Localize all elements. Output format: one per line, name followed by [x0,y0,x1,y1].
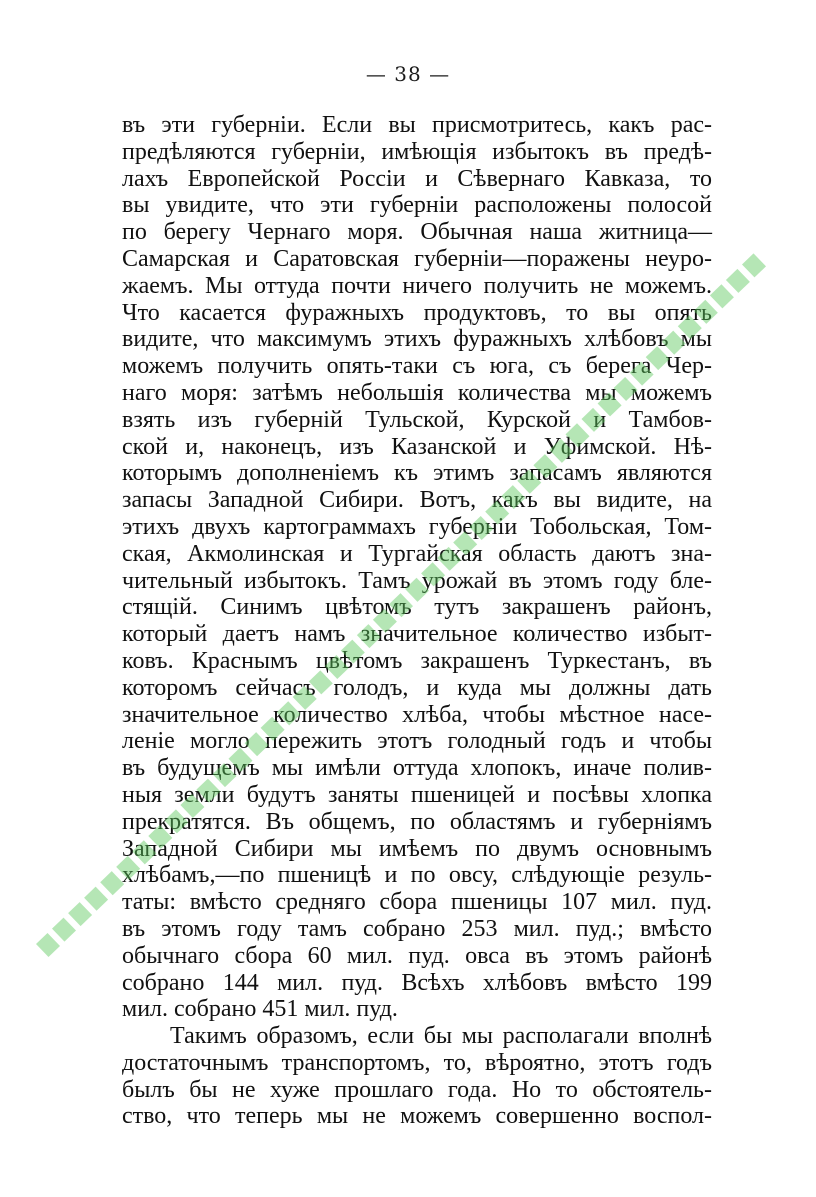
text-line: ство, что теперь мы не можемъ совершенно воспол- [122,1103,712,1130]
watermark-dash [52,918,76,942]
text-line: который даетъ намъ значительное количество избыт- [122,621,712,648]
text-line: этихъ двухъ картограммахъ губерніи Тобольская, Том- [122,513,712,540]
text-line: въ будущемъ мы имѣли оттуда хлопокъ, иначе полив- [122,755,712,782]
text-line: хлѣбамъ,—по пшеницѣ и по овсу, слѣдующіе резуль- [122,862,712,889]
text-line: въ этомъ году тамъ собрано 253 мил. пуд.; вмѣсто [122,915,712,942]
text-line: жаемъ. Мы оттуда почти ничего получить не можемъ. [122,272,712,299]
text-line: стящій. Синимъ цвѣтомъ тутъ закрашенъ районъ, [122,594,712,621]
text-line: ныя земли будутъ заняты пшеницей и посѣвы хлопка [122,781,712,808]
text-line: которомъ сейчасъ голодъ, и куда мы должны дать [122,674,712,701]
text-line: предѣляются губерніи, имѣющія избытокъ въ предѣ- [122,138,712,165]
text-line: Западной Сибири мы имѣемъ по двумъ основнымъ [122,835,712,862]
text-line: въ эти губерніи. Если вы присмотритесь, какъ рас- [122,112,712,138]
watermark-dash [100,871,124,895]
text-line: Что касается фуражныхъ продуктовъ, то вы опять [122,299,712,326]
text-line: значительное количество хлѣба, чтобы мѣстное насе- [122,701,712,728]
watermark-dash [68,902,92,926]
text-line: Такимъ образомъ, если бы мы располагали вполнѣ [170,1023,712,1050]
text-line: Самарская и Саратовская губерніи—поражены неуро- [122,245,712,272]
text-line: ская, Акмолинская и Тургайская область даютъ зна- [122,540,712,567]
text-line: обычнаго сбора 60 мил. пуд. овса въ этомъ районѣ [122,942,712,969]
text-line: наго моря: затѣмъ небольшія количества мы можемъ [122,379,712,406]
text-line: леніе могло пережить этотъ голодный годъ и чтобы [122,728,712,755]
text-line: чительный избытокъ. Тамъ урожай въ этомъ году бле- [122,567,712,594]
text-line: можемъ получить опять-таки съ юга, съ берега Чер- [122,353,712,380]
text-line: лахъ Европейской Россіи и Сѣвернаго Кавказа, то [122,165,712,192]
text-line: собрано 144 мил. пуд. Всѣхъ хлѣбовъ вмѣсто 199 [122,969,712,996]
text-line: видите, что максимумъ этихъ фуражныхъ хлѣбовъ мы [122,326,712,353]
text-line: которымъ дополненіемъ къ этимъ запасамъ являются [122,460,712,487]
body-text [122,112,712,1130]
text-line: взять изъ губерній Тульской, Курской и Тамбов- [122,406,712,433]
text-line: по берегу Чернаго моря. Обычная наша житница— [122,219,712,246]
text-line: запасы Западной Сибири. Вотъ, какъ вы видите, на [122,487,712,514]
watermark-dash [726,269,750,293]
watermark-dash [742,253,766,277]
text-line: вы увидите, что эти губерніи расположены полосой [122,192,712,219]
text-line: былъ бы не хуже прошлаго года. Но то обстоятель- [122,1076,712,1103]
text-line: достаточнымъ транспортомъ, то, вѣроятно, этотъ годъ [122,1049,712,1076]
watermark-dash [84,887,108,911]
page-number: — 38 — [365,62,451,86]
text-line: ской и, наконецъ, изъ Казанской и Уфимской. Нѣ- [122,433,712,460]
watermark-dash [36,933,60,957]
text-line: таты: вмѣсто средняго сбора пшеницы 107 мил. пуд. [122,889,712,916]
text-line: прекратятся. Въ общемъ, по областямъ и губерніямъ [122,808,712,835]
watermark-dash [710,284,734,308]
text-line: ковъ. Краснымъ цвѣтомъ закрашенъ Туркестанъ, въ [122,647,712,674]
text-line: мил. собрано 451 мил. пуд. [122,996,398,1023]
